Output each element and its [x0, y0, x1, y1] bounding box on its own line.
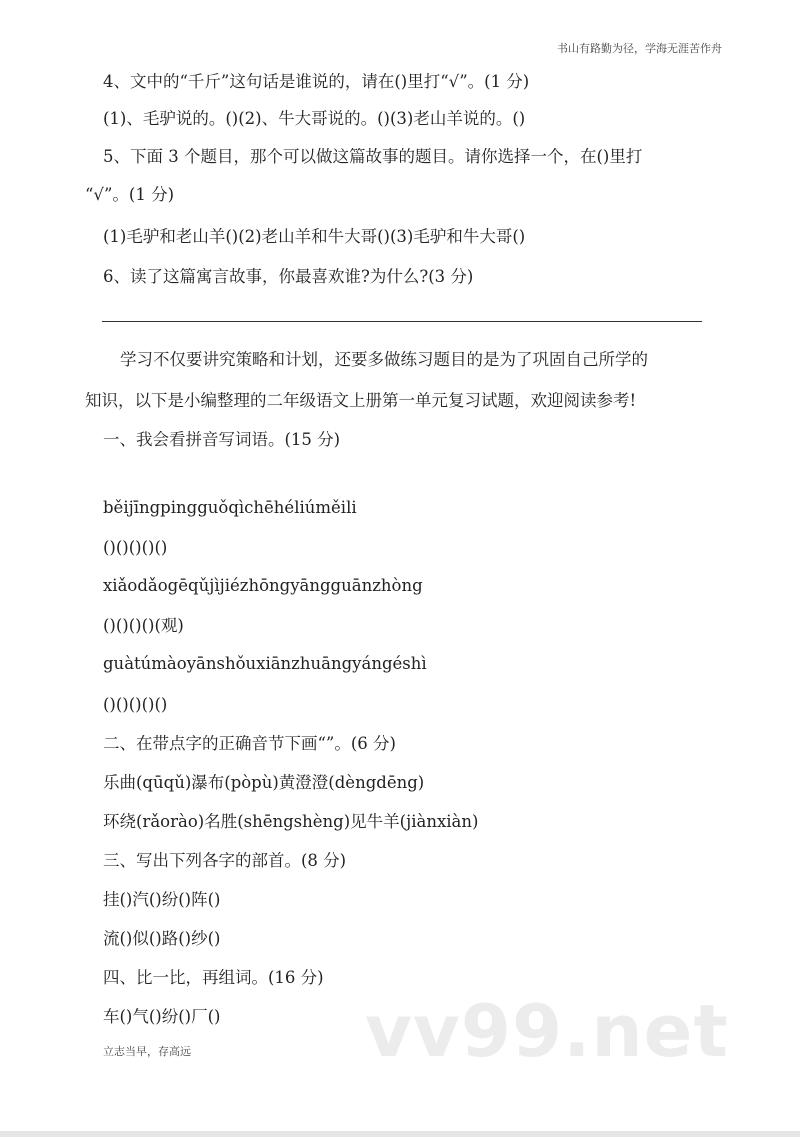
section-2-line: 环绕(rǎorào)名胜(shēngshèng)见牛羊(jiànxiàn) [103, 812, 479, 831]
page-edge [0, 1131, 800, 1137]
section-2-title: 二、在带点字的正确音节下画“”。(6 分) [103, 734, 396, 753]
section-3-line: 挂()汽()纷()阵() [103, 890, 221, 909]
page-header: 书山有路勤为径，学海无涯苦作舟 [557, 42, 722, 55]
page-footer: 立志当早，存高远 [103, 1045, 191, 1058]
pinyin-line: běijīngpingguǒqìchēhéliúměili [103, 498, 357, 517]
answer-line [102, 321, 702, 322]
section-3-title: 三、写出下列各字的部首。(8 分) [103, 851, 347, 870]
question-6: 6、读了这篇寓言故事，你最喜欢谁?为什么?(3 分) [103, 267, 474, 286]
pinyin-line: xiǎodǎogēqǔjìjiézhōngyāngguānzhòng [103, 576, 423, 595]
question-4-options: (1)、毛驴说的。()(2)、牛大哥说的。()(3)老山羊说的。() [103, 109, 526, 128]
question-4: 4、文中的“千斤”这句话是谁说的，请在()里打“√”。(1 分) [103, 72, 530, 91]
blank-line: ()()()()() [103, 538, 168, 557]
intro-paragraph-line: 知识，以下是小编整理的二年级语文上册第一单元复习试题，欢迎阅读参考! [85, 391, 637, 410]
pinyin-line: guàtúmàoyānshǒuxiānzhuāngyángéshì [103, 654, 427, 673]
section-3-line: 流()似()路()纱() [103, 929, 221, 948]
intro-paragraph-line: 学习不仅要讲究策略和计划，还要多做练习题目的是为了巩固自己所学的 [120, 350, 648, 369]
section-4-line: 车()气()纷()厂() [103, 1007, 221, 1026]
question-5-options: (1)毛驴和老山羊()(2)老山羊和牛大哥()(3)毛驴和牛大哥() [103, 227, 526, 246]
section-1-title: 一、我会看拼音写词语。(15 分) [103, 430, 341, 449]
watermark: vv99.net [365, 989, 729, 1073]
section-4-title: 四、比一比，再组词。(16 分) [103, 968, 324, 987]
question-5: 5、下面 3 个题目，那个可以做这篇故事的题目。请你选择一个，在()里打 [103, 147, 643, 166]
blank-line: ()()()()(观) [103, 616, 184, 635]
section-2-line: 乐曲(qūqǔ)瀑布(pòpù)黄澄澄(dèngdēng) [103, 773, 425, 792]
blank-line: ()()()()() [103, 695, 168, 714]
question-5-continued: “√”。(1 分) [85, 185, 175, 204]
